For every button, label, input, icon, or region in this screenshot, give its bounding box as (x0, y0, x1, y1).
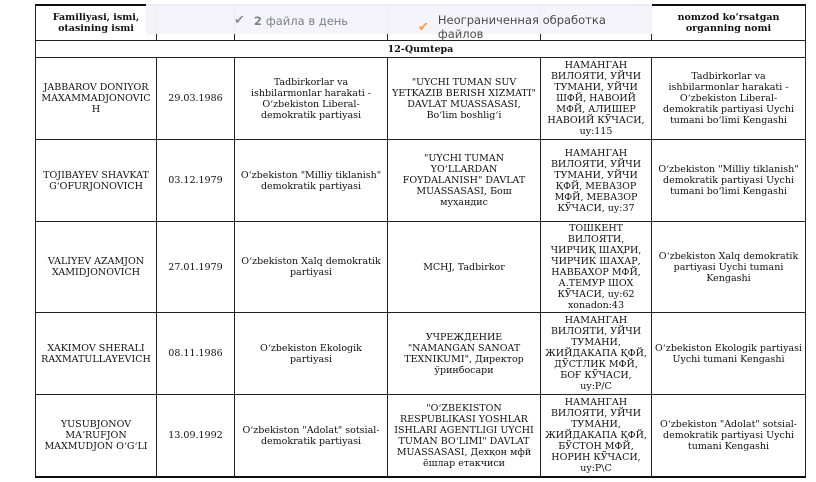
candidate-party: Oʻzbekiston "Milliy tiklanish" demokratik partiyasi (235, 140, 388, 222)
table-row (36, 313, 806, 395)
candidate-party: Oʻzbekiston "Adolat" sotsial-demokratik partiyasi (235, 395, 388, 478)
candidate-nominator: Tadbirkorlar va ishbilarmonlar harakati - Oʻzbekiston Liberal-demokratik partiyasi Uychi tumani boʻlimi Kengashi (652, 58, 806, 140)
header-nominator: nomzod koʻrsatgan organning nomi (652, 5, 806, 41)
daily-limit-text: файла в день (265, 13, 349, 28)
candidate-nominator: Oʻzbekiston "Adolat" sotsial-demokratik partiyasi Uychi tumani Kengashi (652, 395, 806, 478)
candidate-workplace: УЧРЕЖДЕНИЕ "NAMANGAN SANOAT TEXNIKUMI", Директор ўринбосари (388, 313, 541, 395)
header-full-name: Familiyasi, ismi, otasining ismi (36, 5, 157, 41)
table-row (36, 395, 806, 478)
candidate-workplace: MCHJ, Tadbirkor (388, 222, 541, 313)
candidate-nominator: Oʻzbekiston Ekologik partiyasi Uychi tumani Kengashi (652, 313, 806, 395)
check-icon: ✔ (234, 13, 245, 28)
table-row (36, 222, 806, 313)
candidate-birth-date: 29.03.1986 (157, 58, 235, 140)
candidate-nominator: Oʻzbekiston Xalq demokratik partiyasi Uychi tumani Kengashi (652, 222, 806, 313)
candidate-name: YUSUBJONOV MAʼRUFJON MAXMUDJON OʻGʻLI (36, 395, 157, 478)
candidate-birth-date: 27.01.1979 (157, 222, 235, 313)
candidate-party: Tadbirkorlar va ishbilarmonlar harakati - Oʻzbekiston Liberal-demokratik partiyasi (235, 58, 388, 140)
table-row (36, 140, 806, 222)
daily-limit-count: 2 (253, 13, 262, 28)
candidate-name: VALIYEV AZAMJON XAMIDJONOVICH (36, 222, 157, 313)
candidate-party: Oʻzbekiston Xalq demokratik partiyasi (235, 222, 388, 313)
candidate-name: XAKIMOV SHERALI RAXMATULLAYEVICH (36, 313, 157, 395)
candidate-workplace: "UYCHI TUMAN YOʻLLARDAN FOYDALANISH" DAVLAT MUASSASASI, Бош муҳандис (388, 140, 541, 222)
candidate-address: НАМАНГАН ВИЛОЯТИ, УЙЧИ ТУМАНИ, ЖИЙДАКАПА ҚФЙ, ДЎСТЛИК МФЙ, БОҒ КЎЧАСИ, uy:P/C (541, 313, 652, 395)
candidates-table (35, 4, 806, 478)
candidate-birth-date: 08.11.1986 (157, 313, 235, 395)
candidate-name: JABBAROV DONIYOR MAXAMMADJONOVICH (36, 58, 157, 140)
candidate-birth-date: 03.12.1979 (157, 140, 235, 222)
candidate-workplace: "OʻZBEKISTON RESPUBLIKASI YOSHLAR ISHLARI AGENTLIGI UYCHI TUMAN BOʻLIMI" DAVLAT MUASSASASI, Дехқон мфй ёшлар етакчиси (388, 395, 541, 478)
candidate-party: Oʻzbekiston Ekologik partiyasi (235, 313, 388, 395)
candidate-workplace: "UYCHI TUMAN SUV YETKAZIB BERISH XIZMATI" DAVLAT MUASSASASI, Boʻlim boshligʻi (388, 58, 541, 140)
section-row (36, 41, 806, 58)
unlimited-text: Неограниченная обработка файлов (437, 13, 606, 41)
candidate-nominator: Oʻzbekiston "Milliy tiklanish" demokratik partiyasi Uychi tumani boʻlimi Kengashi (652, 140, 806, 222)
check-icon: ✔ (418, 19, 429, 35)
candidate-address: НАМАНГАН ВИЛОЯТИ, УЙЧИ ТУМАНИ, ЖИЙДАКАПА ҚФЙ, БЎСТОН МФЙ, НОРИН КЎЧАСИ, uy:P\C (541, 395, 652, 478)
promo-banner (146, 4, 652, 41)
candidate-birth-date: 13.09.1992 (157, 395, 235, 478)
table-row (36, 58, 806, 140)
daily-limit-item (234, 13, 348, 28)
unlimited-item (418, 13, 652, 41)
candidate-address: ТОШКЕНТ ВИЛОЯТИ, ЧИРЧИҚ ШАҲРИ, ЧИРЧИК ШАХАР, НАВБАХОР МФЙ, А.ТЕМУР ШОХ КЎЧАСИ, uy:62 xonadon:43 (541, 222, 652, 313)
candidate-address: НАМАНГАН ВИЛОЯТИ, УЙЧИ ТУМАНИ, УЙЧИ ҚФЙ, МЕВАЗОР МФЙ, МЕВАЗОР КЎЧАСИ, uy:37 (541, 140, 652, 222)
section-title: 12-Qumtepa (36, 41, 806, 58)
candidate-address: НАМАНГАН ВИЛОЯТИ, УЙЧИ ТУМАНИ, УЙЧИ ШФЙ, НАВОИЙ МФЙ, АЛИШЕР НАВОИЙ КЎЧАСИ, uy:115 (541, 58, 652, 140)
candidate-name: TOJIBAYEV SHAVKAT GʻOFURJONOVICH (36, 140, 157, 222)
